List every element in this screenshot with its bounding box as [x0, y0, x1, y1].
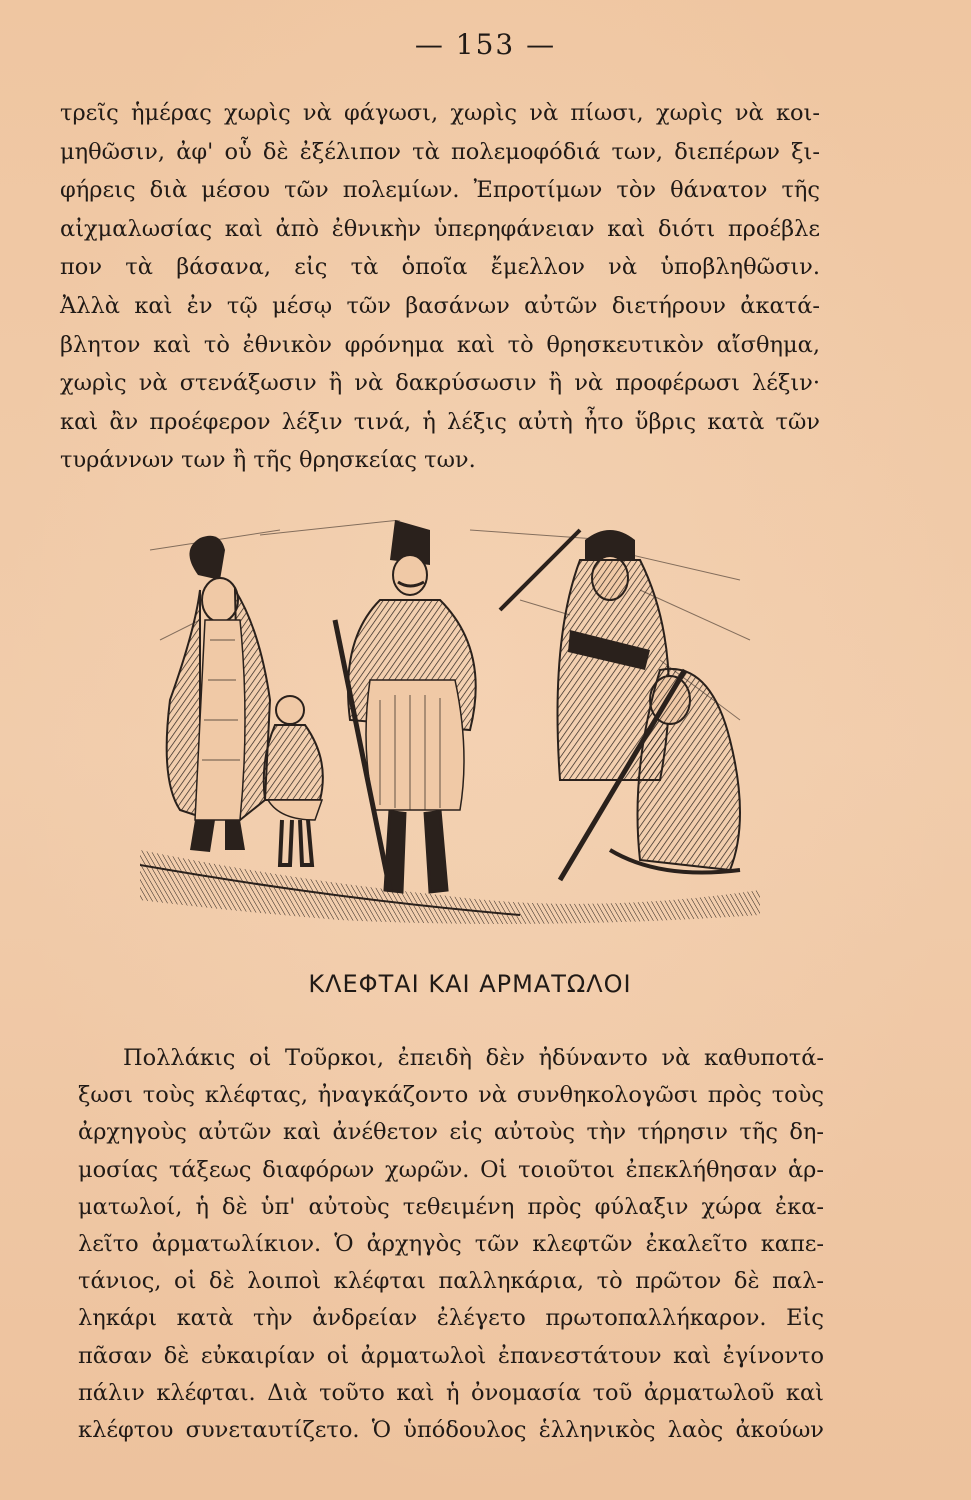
engraving-illustration: [140, 520, 760, 930]
text-line: μηθῶσιν, ἀφ' οὗ δὲ ἐξέλιπον τὰ πολεμοφόδιά των, διεπέρων ξι-: [60, 138, 820, 165]
text-line: μοσίας τάξεως διαφόρων χωρῶν. Οἱ τοιοῦτοι ἐπεκλήθησαν ἁρ-: [78, 1156, 824, 1183]
section-heading: ΚΛΕΦΤΑΙ ΚΑΙ ΑΡΜΑΤΩΛΟΙ: [308, 970, 632, 998]
text-line: ἀρχηγοὺς αὐτῶν καὶ ἀνέθετον εἰς αὐτοὺς τὴν τήρησιν τῆς δη-: [78, 1119, 824, 1146]
text-line: κλέφτου συνεταυτίζετο. Ὁ ὑπόδουλος ἑλληνικὸς λαὸς ἀκούων: [78, 1417, 824, 1444]
text-line: ξωσι τοὺς κλέφτας, ἠναγκάζοντο νὰ συνθηκολογῶσι πρὸς τοὺς: [78, 1082, 824, 1109]
text-line: καὶ ἂν προέφερον λέξιν τινά, ἡ λέξις αὐτὴ ἦτο ὕβρις κατὰ τῶν: [60, 408, 820, 435]
text-line: αἰχμαλωσίας καὶ ἀπὸ ἐθνικὴν ὑπερηφάνειαν καὶ διότι προέβλε: [60, 215, 820, 242]
text-line: ληκάρι κατὰ τὴν ἀνδρείαν ἐλέγετο πρωτοπαλλήκαρον. Εἰς: [78, 1305, 824, 1332]
text-line: ματωλοί, ἡ δὲ ὑπ' αὐτοὺς τεθειμένη πρὸς φύλαξιν χώρα ἐκα-: [78, 1193, 824, 1220]
text-line: χωρὶς νὰ στενάξωσιν ἢ νὰ δακρύσωσιν ἢ νὰ προφέρωσι λέξιν·: [60, 370, 820, 397]
text-line: πον τὰ βάσανα, εἰς τὰ ὁποῖα ἔμελλον νὰ ὑποβληθῶσιν.: [60, 254, 820, 281]
child-figure: [264, 696, 323, 865]
text-line: λεῖτο ἀρματωλίκιον. Ὁ ἀρχηγὸς τῶν κλεφτῶν ἐκαλεῖτο καπε-: [78, 1231, 824, 1258]
text-line: πᾶσαν δὲ εὐκαιρίαν οἱ ἀρματωλοὶ ἐπανεστάτουν καὶ ἐγίνοντο: [78, 1342, 824, 1369]
woman-figure: [167, 536, 270, 852]
text-line: φήρεις διὰ μέσου τῶν πολεμίων. Ἐπροτίμων τὸν θάνατον τῆς: [60, 177, 820, 204]
text-line: τρεῖς ἡμέρας χωρὶς νὰ φάγωσι, χωρὶς νὰ πίωσι, χωρὶς νὰ κοι-: [60, 100, 820, 126]
top-paragraph: [60, 94, 820, 480]
text-line: τυράννων των ἢ τῆς θρησκείας των.: [60, 447, 476, 474]
text-line: πάλιν κλέφται. Διὰ τοῦτο καὶ ἡ ὀνομασία τοῦ ἀρματωλοῦ καὶ: [78, 1379, 824, 1406]
page-number: — 153 —: [414, 28, 557, 61]
text-line: Πολλάκις οἱ Τοῦρκοι, ἐπειδὴ δὲν ἠδύναντο νὰ καθυποτά-: [123, 1045, 824, 1071]
klepht-figure-center: [335, 520, 580, 892]
text-line: βλητον καὶ τὸ ἐθνικὸν φρόνημα καὶ τὸ θρησκευτικὸν αἴσθημα,: [60, 331, 820, 358]
bottom-paragraph: [78, 1040, 824, 1449]
text-line: Ἀλλὰ καὶ ἐν τῷ μέσῳ τῶν βασάνων αὐτῶν διετήρουν ἀκατά-: [60, 292, 820, 319]
text-line: τάνιος, οἱ δὲ λοιποὶ κλέφται παλληκάρια, τὸ πρῶτον δὲ παλ-: [78, 1268, 824, 1295]
